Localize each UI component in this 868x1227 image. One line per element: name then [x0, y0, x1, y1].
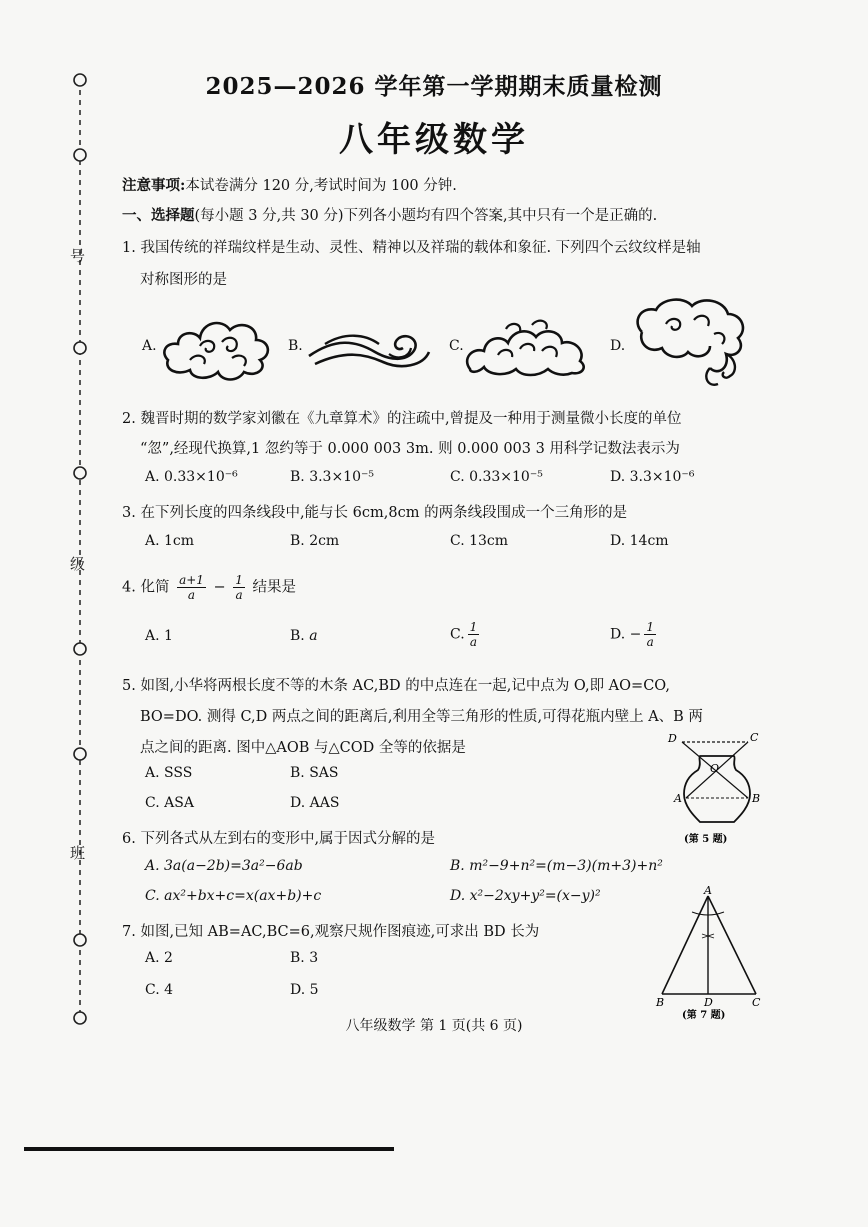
q1-option-c: C.: [449, 338, 464, 354]
q4-option-c: C. $\frac{1}{a}$: [450, 620, 478, 649]
vase-label-a: A: [674, 792, 682, 805]
exam-title: 2025—2026 学年第一学期期末质量检测: [205, 73, 663, 100]
q4-option-d: D. − $\frac{1}{a}$: [610, 620, 654, 649]
q6-option-d: D. x²−2xy+y²=(x−y)²: [450, 888, 601, 904]
q3-option-c: C. 13cm: [450, 533, 509, 549]
q5-line3: 点之间的距离. 图中△AOB 与△COD 全等的依据是: [140, 740, 466, 756]
q5-option-b: B. SAS: [290, 765, 339, 781]
triangle-figure: [652, 882, 772, 1022]
q2-option-b: B. 3.3×10⁻⁵: [290, 469, 374, 485]
q4-option-a: A. 1: [145, 628, 173, 644]
cloud-pattern-d: [630, 296, 750, 392]
triangle-label-a: A: [704, 884, 712, 897]
q7-option-b: B. 3: [290, 950, 319, 966]
notice-label: 注意事项:: [122, 177, 186, 194]
vase-label-c: C: [750, 731, 759, 744]
q1-option-b: B.: [288, 338, 303, 354]
q4-fraction-2: $\frac{1}{a}$: [235, 573, 243, 602]
q1-option-d: D.: [610, 338, 626, 354]
vase-label-b: B: [752, 792, 761, 805]
q3-line1: 3. 在下列长度的四条线段中,能与长 6cm,8cm 的两条线段围成一个三角形的是: [122, 505, 628, 521]
q4-prefix: 4. 化简: [122, 579, 170, 596]
q1-line2: 对称图形的是: [140, 272, 227, 288]
q2-option-c: C. 0.33×10⁻⁵: [450, 469, 543, 485]
q7-option-a: A. 2: [145, 950, 173, 966]
q7-option-d: D. 5: [290, 982, 319, 998]
vase-label-d: D: [668, 732, 677, 745]
q4-line: [122, 573, 296, 602]
q4-option-b: B. a: [290, 628, 318, 644]
q5-line2: BO=DO. 测得 C,D 两点之间的距离后,利用全等三角形的性质,可得花瓶内壁上 A、B 两: [140, 709, 703, 725]
vase-figure: [664, 728, 774, 850]
q6-line1: 6. 下列各式从左到右的变形中,属于因式分解的是: [122, 831, 436, 847]
triangle-label-c: C: [752, 996, 761, 1009]
q3-option-a: A. 1cm: [145, 533, 195, 549]
q7-option-c: C. 4: [145, 982, 174, 998]
binding-mark-class: 班: [70, 844, 86, 862]
subject-title: 八年级数学: [339, 120, 529, 160]
q7-caption: (第 7 题): [682, 1010, 726, 1021]
q2-line1: 2. 魏晋时期的数学家刘徽在《九章算术》的注疏中,曾提及一种用于测量微小长度的单位: [122, 411, 682, 427]
q6-option-a: A. 3a(a−2b)=3a²−6ab: [145, 858, 303, 874]
q4-suffix: 结果是: [252, 579, 297, 596]
notice-text: 本试卷满分 120 分,考试时间为 100 分钟.: [185, 178, 457, 194]
q5-option-d: D. AAS: [290, 795, 340, 811]
cloud-pattern-a: [160, 312, 275, 382]
section-label: 一、选择题: [122, 207, 195, 224]
q3-option-b: B. 2cm: [290, 533, 340, 549]
section-text: (每小题 3 分,共 30 分)下列各小题均有四个答案,其中只有一个是正确的.: [194, 208, 658, 224]
q6-option-b: B. m²−9+n²=(m−3)(m+3)+n²: [450, 858, 663, 874]
q5-line1: 5. 如图,小华将两根长度不等的木条 AC,BD 的中点连在一起,记中点为 O,即 AO=CO,: [122, 678, 670, 694]
triangle-label-b: B: [656, 996, 665, 1009]
scan-edge-bar: [24, 1147, 394, 1151]
binding-mark-number: 号: [70, 247, 86, 265]
q6-option-c: C. ax²+bx+c=x(ax+b)+c: [145, 888, 322, 904]
cloud-pattern-c: [462, 315, 592, 377]
q4-fraction-1: $\frac{a+1}{a}$: [179, 573, 204, 602]
q1-option-a: A.: [142, 338, 157, 354]
q2-option-a: A. 0.33×10⁻⁶: [145, 469, 238, 485]
q5-option-a: A. SSS: [145, 765, 193, 781]
page-footer: 八年级数学 第 1 页(共 6 页): [345, 1018, 523, 1034]
q4-minus: −: [213, 579, 226, 596]
q3-option-d: D. 14cm: [610, 533, 669, 549]
notice: [122, 174, 457, 195]
vase-label-o: O: [710, 762, 720, 775]
q5-caption: (第 5 题): [684, 834, 728, 845]
binding-mark-grade: 级: [70, 555, 86, 573]
q7-line1: 7. 如图,已知 AB=AC,BC=6,观察尺规作图痕迹,可求出 BD 长为: [122, 924, 540, 940]
section-heading: [122, 204, 657, 225]
q2-option-d: D. 3.3×10⁻⁶: [610, 469, 695, 485]
q2-line2: “忽”,经现代换算,1 忽约等于 0.000 003 3m. 则 0.000 003 3 用科学记数法表示为: [140, 441, 680, 457]
cloud-pattern-b: [305, 318, 435, 376]
q1-line1: 1. 我国传统的祥瑞纹样是生动、灵性、精神以及祥瑞的载体和象征. 下列四个云纹纹样是轴: [122, 240, 701, 256]
q5-option-c: C. ASA: [145, 795, 194, 811]
triangle-label-d: D: [704, 996, 713, 1009]
binding-line: [60, 60, 110, 1030]
